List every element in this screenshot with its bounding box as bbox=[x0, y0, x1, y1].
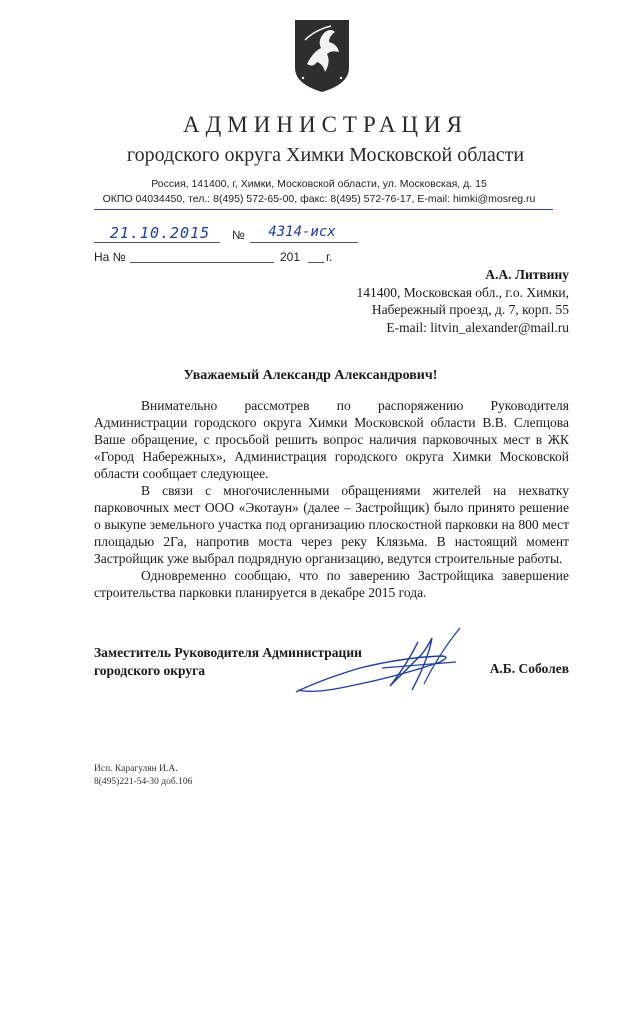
number-underline bbox=[250, 242, 358, 243]
incoming-year: 201 bbox=[280, 250, 301, 264]
org-subtitle: городского округа Химки Московской области bbox=[126, 144, 525, 166]
incoming-year-blank bbox=[308, 262, 324, 263]
body-paragraph: Внимательно рассмотрев по распоряжению Руководителя Администрации городского округа Химки Московской области В.В. Слепцова Ваше обращение, с просьбой решить вопрос наличия парковочных мест в ЖК «Город Набережных», Администрация городского округа Химки Московской области сообщает следующее. bbox=[94, 398, 569, 481]
incoming-number-blank bbox=[130, 262, 274, 263]
org-address: Россия, 141400, г, Химки, Московской области, ул. Московская, д. 15 bbox=[151, 178, 487, 190]
recipient-address-line: 141400, Московская обл., г.о. Химки, bbox=[356, 284, 569, 300]
signer-title-line: городского округа bbox=[94, 663, 205, 678]
outgoing-reference bbox=[94, 223, 364, 247]
org-contacts: ОКПО 04034450, тел.: 8(495) 572-65-00, факс: 8(495) 572-76-17, E-mail: himki@mosreg.ru bbox=[102, 193, 536, 205]
handwritten-date: 21.10.2015 bbox=[109, 224, 211, 242]
letter-body bbox=[94, 397, 569, 601]
number-label: № bbox=[232, 228, 245, 242]
executor-name: Исп. Карагулян И.А. bbox=[94, 764, 178, 774]
signer-title-line: Заместитель Руководителя Администрации bbox=[94, 645, 362, 660]
recipient-address-line: Набережный проезд, д. 7, корп. 55 bbox=[371, 302, 569, 317]
body-paragraph: Одновременно сообщаю, что по заверению Застройщика завершение строительства парковки планируется в декабре 2015 года. bbox=[94, 568, 569, 600]
salutation: Уважаемый Александр Александрович! bbox=[183, 368, 438, 383]
recipient-name: А.А. Литвину bbox=[485, 267, 569, 282]
signer-name: А.Б. Соболев bbox=[489, 661, 569, 676]
header-divider bbox=[94, 209, 553, 210]
date-underline bbox=[94, 242, 220, 243]
recipient-email: E-mail: litvin_alexander@mail.ru bbox=[386, 319, 569, 335]
handwritten-signature-icon bbox=[290, 624, 470, 700]
body-paragraph: В связи с многочисленными обращениями жителей на нехватку парковочных мест ООО «Экотаун» (далее – Застройщик) было принято решение о выкупе земельного участка под организацию плоскостной парковки на 800 мест площадью 2Га, напротив моста через реку Клязьма. В настоящий момент Застройщик уже выбрал подрядную организацию, ведутся строительные работы. bbox=[94, 483, 569, 566]
incoming-reference bbox=[94, 250, 354, 266]
incoming-label: На № bbox=[94, 250, 126, 264]
handwritten-number: 4314-исх bbox=[268, 224, 336, 240]
incoming-suffix: г. bbox=[326, 250, 333, 264]
executor-phone: 8(495)221-54-30 доб.106 bbox=[94, 777, 193, 787]
org-title: АДМИНИСТРАЦИЯ bbox=[183, 112, 468, 137]
khimki-coat-of-arms-icon bbox=[291, 16, 353, 94]
recipient-block bbox=[356, 266, 569, 336]
executor-info bbox=[94, 763, 192, 789]
